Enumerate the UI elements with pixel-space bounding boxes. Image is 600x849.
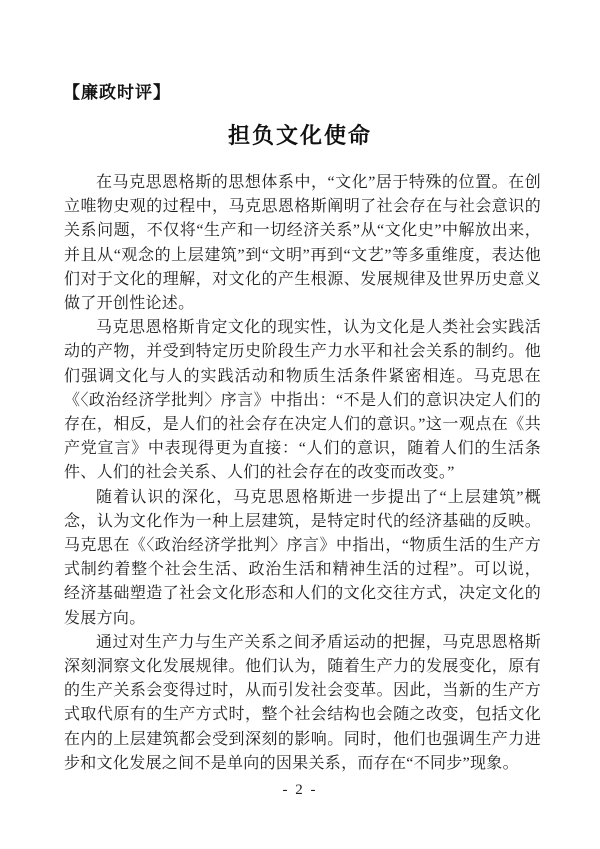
paragraph-1: 在马克思恩格斯的思想体系中，“文化”居于特殊的位置。在创立唯物史观的过程中，马克思恩格斯阐明了社会存在与社会意识的关系问题，不仅将“生产和一切经济关系”从“文化史”中解放出来，并且从“观念的上层建筑”到“文明”再到“文艺”等多重维度，表达他们对于文化的理解，对文化的产生根源、发展规律及世界历史意义做了开创性论述。 — [64, 174, 541, 313]
article-title: 担负文化使命 — [227, 123, 372, 148]
paragraph-2: 马克思恩格斯肯定文化的现实性，认为文化是人类社会实践活动的产物，并受到特定历史阶段生产力水平和社会关系的制约。他们强调文化与人的实践活动和物质生活条件紧密相连。马克思在《〈政治经济学批判〉序言》中指出：“不是人们的意识决定人们的存在，相反，是人们的社会存在决定人们的意识。”这一观点在《共产党宣言》中表现得更为直接：“人们的意识，随着人们的生活条件、人们的社会关系、人们的社会存在的改变而改变。” — [64, 319, 541, 482]
paragraph-3: 随着认识的深化，马克思恩格斯进一步提出了“上层建筑”概念，认为文化作为一种上层建筑，是特定时代的经济基础的反映。马克思在《〈政治经济学批判〉序言》中指出，“物质生活的生产方式制约着整个社会生活、政治生活和精神生活的过程”。可以说，经济基础塑造了社会文化形态和人们的文化交往方式，决定文化的发展方向。 — [64, 488, 541, 627]
section-label: 【廉政时评】 — [63, 83, 171, 102]
page-number: - 2 - — [282, 782, 318, 798]
paragraph-4: 通过对生产力与生产关系之间矛盾运动的把握，马克思恩格斯深刻洞察文化发展规律。他们认为，随着生产力的发展变化，原有的生产关系会变得过时，从而引发社会变革。因此，当新的生产方式取代原有的生产方式时，整个社会结构也会随之改变，包括文化在内的上层建筑都会受到深刻的影响。同时，他们也强调生产力进步和文化发展之间不是单向的因果关系，而存在“不同步”现象。 — [64, 633, 541, 772]
article-body — [64, 171, 541, 776]
